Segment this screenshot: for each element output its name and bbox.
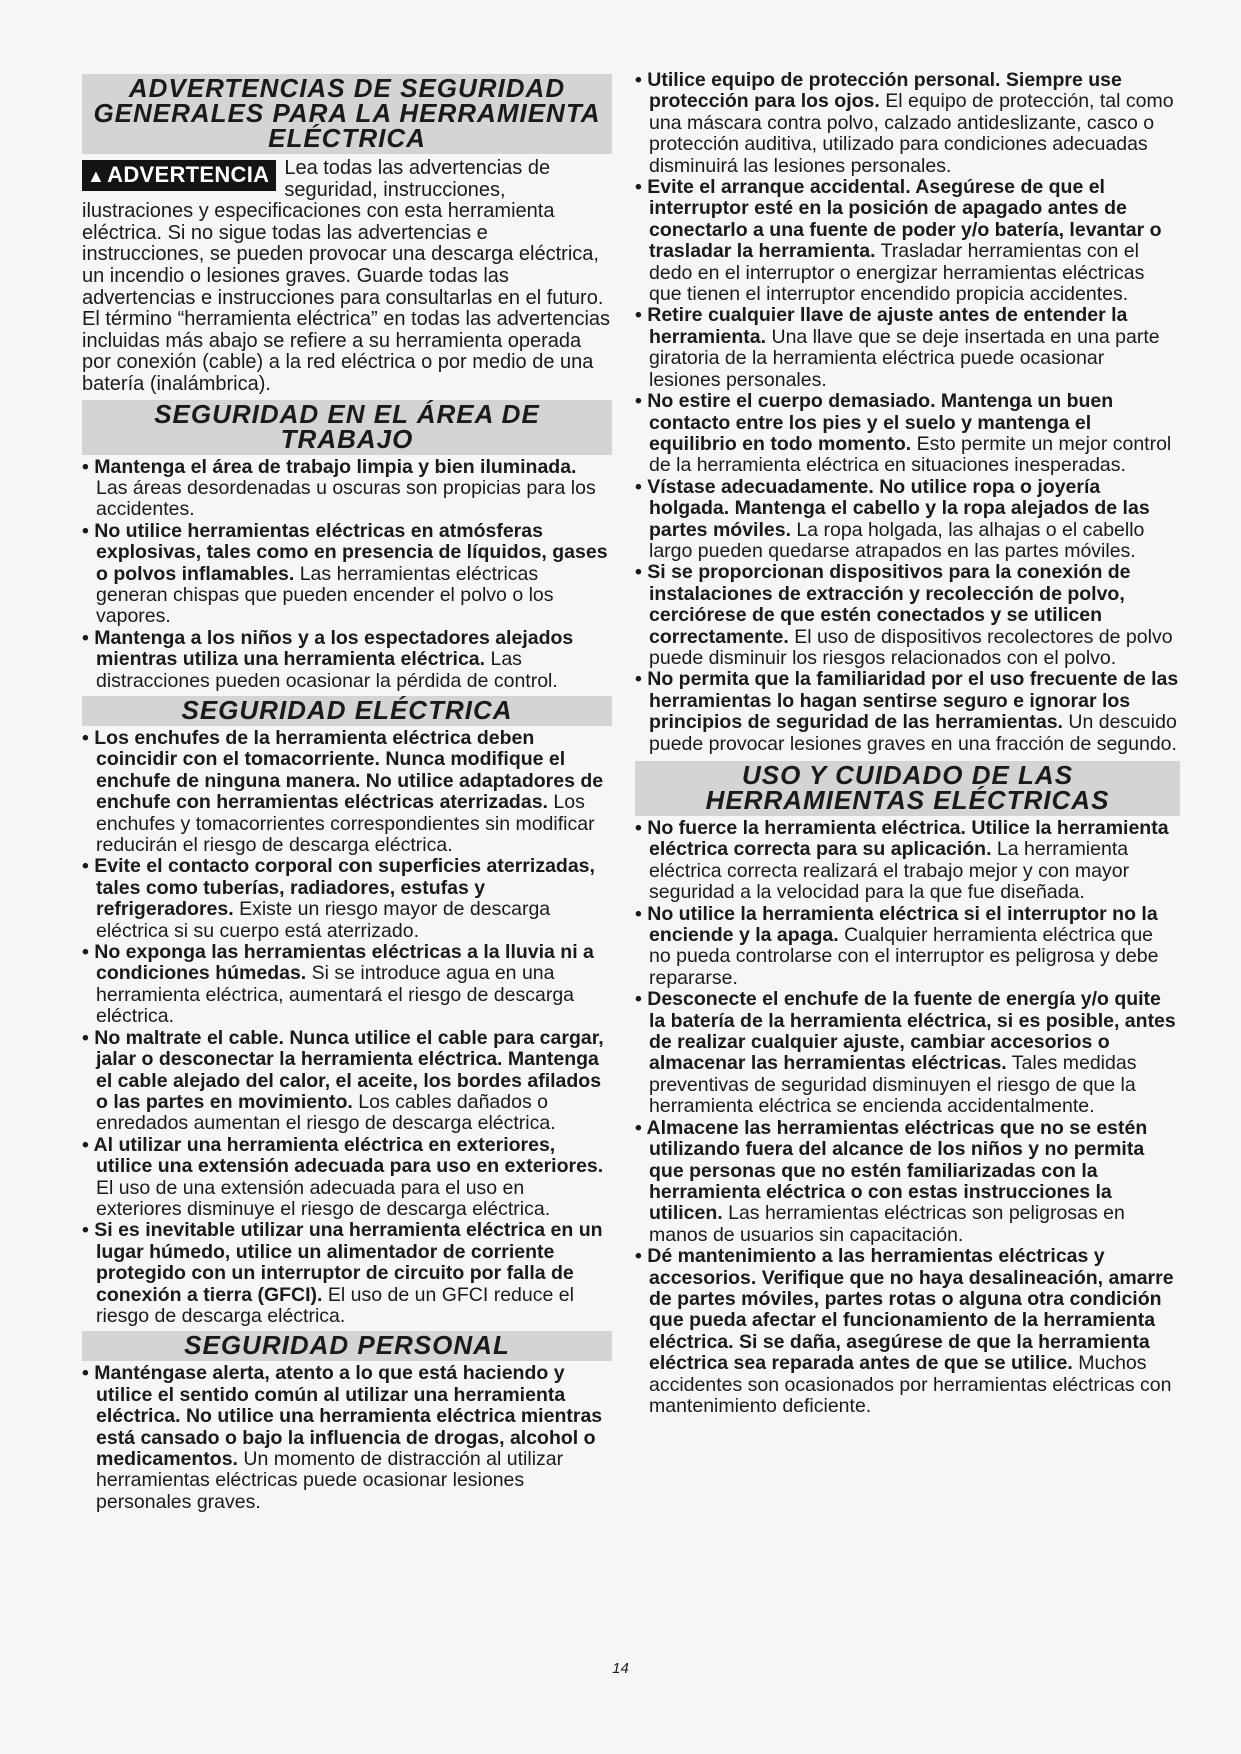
left-column bbox=[82, 70, 612, 1513]
personal-list-continued bbox=[635, 70, 1180, 755]
list-item: • Dé mantenimiento a las herramientas eléctricas y accesorios. Verifique que no haya desalineación, amarre de partes móviles, partes rotas o alguna otra condición que pueda afectar el funcionamiento de la herramienta eléctrica. Si se daña, asegúrese de que la herramienta eléctrica sea reparada antes de que se utilice. Muchos accidentes son ocasionados por herramientas eléctricas con mantenimiento deficiente. bbox=[635, 1245, 1174, 1417]
list-item: • Mantenga el área de trabajo limpia y bien iluminada. Las áreas desordenadas u oscuras son propicias para los accidentes. bbox=[82, 455, 596, 521]
page-number: 14 bbox=[612, 1660, 629, 1677]
use-care-list bbox=[635, 818, 1180, 1417]
warning-badge bbox=[82, 160, 276, 191]
list-item: • Evite el arranque accidental. Asegúrese de que el interruptor esté en la posición de apagado antes de conectarlo a una fuente de poder y/o batería, levantar o trasladar la herramienta. Trasladar herramientas con el dedo en el interruptor o energizar herramientas eléctricas que tienen el interruptor encendido propicia accidentes. bbox=[635, 176, 1162, 306]
list-item: • No utilice la herramienta eléctrica si el interruptor no la enciende y la apaga. Cualquier herramienta eléctrica que no pueda controlarse con el interruptor es peligrosa y debe repararse. bbox=[635, 902, 1159, 989]
list-item: • No estire el cuerpo demasiado. Mantenga un buen contacto entre los pies y el suelo y mantenga el equilibrio en todo momento. Esto permite un mejor control de la herramienta eléctrica en situaciones inesperadas. bbox=[635, 390, 1172, 477]
list-item: • Almacene las herramientas eléctricas que no se estén utilizando fuera del alcance de los niños y no permita que personas que no estén familiarizadas con la herramienta eléctrica o con estas instrucciones la utilicen. Las herramientas eléctricas son peligrosas en manos de usuarios sin capacitación. bbox=[635, 1116, 1148, 1246]
list-item: • No permita que la familiaridad por el uso frecuente de las herramientas lo hagan sentirse seguro e ignorar los principios de seguridad de las herramientas. Un descuido puede provocar lesiones graves en una fracción de segundo. bbox=[635, 668, 1179, 755]
list-item: • Utilice equipo de protección personal. Siempre use protección para los ojos. El equipo de protección, tal como una máscara contra polvo, calzado antideslizante, casco o protección auditiva, utilizado para condiciones adecuadas disminuirá las lesiones personales. bbox=[635, 69, 1174, 177]
heading-work-area: SEGURIDAD EN EL ÁREA DE TRABAJO bbox=[82, 400, 612, 455]
list-item: • Evite el contacto corporal con superficies aterrizadas, tales como tuberías, radiadores, estufas y refrigeradores. Existe un riesgo mayor de descarga eléctrica si su cuerpo está aterrizado. bbox=[82, 855, 595, 942]
warning-paragraph bbox=[82, 158, 612, 396]
warning-badge-label: ADVERTENCIA bbox=[107, 162, 270, 187]
personal-list bbox=[82, 1363, 612, 1513]
warning-text: Lea todas las advertencias de seguridad, instrucciones, ilustraciones y especificaciones con esta herramienta eléctrica. Si no sigue todas las advertencias e instrucciones, se pueden provocar una descarga eléctrica, un incendio o lesiones graves. Guarde todas las advertencias e instrucciones para consultarlas en el futuro. El término “herramienta eléctrica” en todas las advertencias incluidas más abajo se refiere a su herramienta operada por conexión (cable) a la red eléctrica o por medio de una batería (inalámbrica). bbox=[82, 157, 611, 395]
list-item: • No utilice herramientas eléctricas en atmósferas explosivas, tales como en presencia de líquidos, gases o polvos inflamables. Las herramientas eléctricas generan chispas que pueden encender el polvo o los vapores. bbox=[82, 519, 608, 628]
work-area-list bbox=[82, 457, 612, 692]
list-item: • Si se proporcionan dispositivos para la conexión de instalaciones de extracción y recolección de polvo, cerciórese de que estén conectados y se utilicen correctamente. El uso de dispositivos recolectores de polvo puede disminuir los riesgos relacionados con el polvo. bbox=[635, 561, 1173, 669]
list-item: • Al utilizar una herramienta eléctrica en exteriores, utilice una extensión adecuada para uso en exteriores. El uso de una extensión adecuada para el uso en exteriores disminuye el riesgo de descarga eléctrica. bbox=[82, 1133, 604, 1220]
list-item: • Si es inevitable utilizar una herramienta eléctrica en un lugar húmedo, utilice un alimentador de corriente protegido con un interruptor de circuito por falla de conexión a tierra (GFCI). El uso de un GFCI reduce el riesgo de descarga eléctrica. bbox=[82, 1219, 603, 1327]
heading-electrical-safety: SEGURIDAD ELÉCTRICA bbox=[82, 696, 612, 726]
heading-use-and-care: USO Y CUIDADO DE LAS HERRAMIENTAS ELÉCTRICAS bbox=[635, 761, 1180, 816]
list-item: • No maltrate el cable. Nunca utilice el cable para cargar, jalar o desconectar la herramienta eléctrica. Mantenga el cable alejado del calor, el aceite, los bordes afilados o las partes en movimiento. Los cables dañados o enredados aumentan el riesgo de descarga eléctrica. bbox=[82, 1026, 604, 1135]
heading-personal-safety: SEGURIDAD PERSONAL bbox=[82, 1331, 612, 1361]
list-item: • Mantenga a los niños y a los espectadores alejados mientras utiliza una herramienta eléctrica. Las distracciones pueden ocasionar la pérdida de control. bbox=[82, 626, 574, 692]
list-item: • Retire cualquier llave de ajuste antes de entender la herramienta. Una llave que se deje insertada en una parte giratoria de la herramienta eléctrica puede ocasionar lesiones personales. bbox=[635, 304, 1160, 391]
right-column bbox=[635, 70, 1180, 1417]
list-item: • No fuerce la herramienta eléctrica. Utilice la herramienta eléctrica correcta para su aplicación. La herramienta eléctrica correcta realizará el trabajo mejor y con mayor seguridad a la velocidad para la que fue diseñada. bbox=[635, 817, 1169, 904]
list-item: • Manténgase alerta, atento a lo que está haciendo y utilice el sentido común al utilizar una herramienta eléctrica. No utilice una herramienta eléctrica mientras está cansado o bajo la influencia de drogas, alcohol o medicamentos. Un momento de distracción al utilizar herramientas eléctricas puede ocasionar lesiones personales graves. bbox=[82, 1362, 603, 1513]
list-item: • Vístase adecuadamente. No utilice ropa o joyería holgada. Mantenga el cabello y la ropa alejados de las partes móviles. La ropa holgada, las alhajas o el cabello largo pueden quedarse atrapados en las partes móviles. bbox=[635, 475, 1150, 562]
list-item: • No exponga las herramientas eléctricas a la lluvia ni a condiciones húmedas. Si se introduce agua en una herramienta eléctrica, aumentará el riesgo de descarga eléctrica. bbox=[82, 941, 594, 1028]
electrical-list bbox=[82, 728, 612, 1327]
list-item: • Los enchufes de la herramienta eléctrica deben coincidir con el tomacorriente. Nunca modifique el enchufe de ninguna manera. No utilice adaptadores de enchufe con herramientas eléctricas aterrizadas. Los enchufes y tomacorrientes correspondientes sin modificar reducirán el riesgo de descarga eléctrica. bbox=[82, 727, 604, 857]
warning-triangle-icon: ▲ bbox=[87, 166, 106, 186]
heading-general-warnings: ADVERTENCIAS DE SEGURIDAD GENERALES PARA LA HERRAMIENTA ELÉCTRICA bbox=[82, 74, 612, 154]
list-item: • Desconecte el enchufe de la fuente de energía y/o quite la batería de la herramienta eléctrica, si es posible, antes de realizar cualquier ajuste, cambiar accesorios o almacenar las herramientas eléctricas. Tales medidas preventivas de seguridad disminuyen el riesgo de que la herramienta eléctrica se encienda accidentalmente. bbox=[635, 988, 1176, 1118]
